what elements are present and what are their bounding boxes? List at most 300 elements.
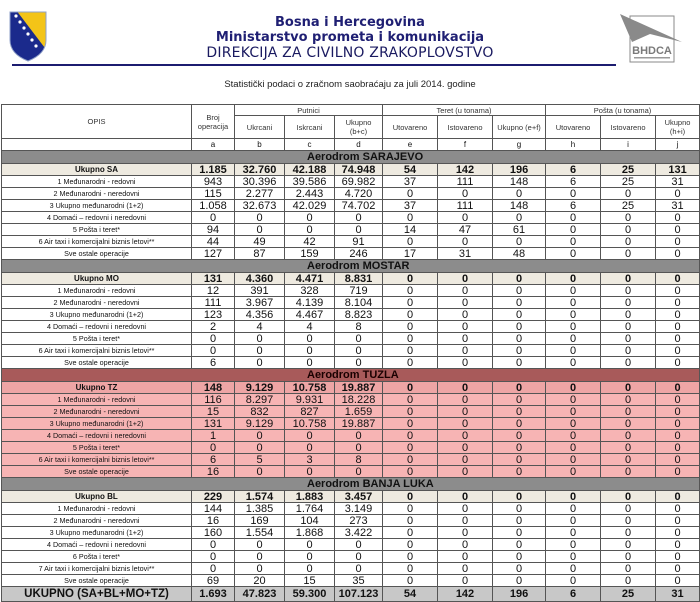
- value-cell: 19.887: [335, 382, 383, 394]
- value-cell: 943: [192, 176, 235, 188]
- bhdca-logo-icon: [620, 12, 682, 64]
- value-cell: 2.443: [285, 188, 335, 200]
- table-row: [2, 345, 700, 357]
- value-cell: 2.277: [235, 188, 285, 200]
- value-cell: 0: [601, 188, 656, 200]
- value-cell: 0: [438, 309, 493, 321]
- value-cell: 0: [546, 539, 601, 551]
- value-cell: 0: [546, 515, 601, 527]
- table-row: [2, 188, 700, 200]
- value-cell: 0: [335, 442, 383, 454]
- value-cell: 0: [383, 503, 438, 515]
- value-cell: 0: [601, 575, 656, 587]
- value-cell: 0: [235, 551, 285, 563]
- value-cell: 15: [192, 406, 235, 418]
- value-cell: 196: [493, 164, 546, 176]
- grand-total-value: 59.300: [285, 587, 335, 602]
- value-cell: 37: [383, 200, 438, 212]
- row-label: Ukupno MO: [2, 273, 192, 285]
- value-cell: 160: [192, 527, 235, 539]
- value-cell: 31: [656, 200, 700, 212]
- value-cell: 1.385: [235, 503, 285, 515]
- value-cell: 0: [438, 527, 493, 539]
- row-label: Ukupno BL: [2, 491, 192, 503]
- row-label: 6 Air taxi i komercijalni biznis letovi**: [2, 236, 192, 248]
- value-cell: 159: [285, 248, 335, 260]
- value-cell: 0: [335, 333, 383, 345]
- value-cell: 0: [192, 345, 235, 357]
- value-cell: 0: [235, 430, 285, 442]
- value-cell: 0: [656, 382, 700, 394]
- value-cell: 273: [335, 515, 383, 527]
- table-row: [2, 466, 700, 478]
- section-header-row: [2, 151, 700, 164]
- value-cell: 0: [383, 575, 438, 587]
- value-cell: 4.139: [285, 297, 335, 309]
- value-cell: 1.185: [192, 164, 235, 176]
- value-cell: 0: [383, 236, 438, 248]
- value-cell: 0: [383, 563, 438, 575]
- value-cell: 0: [656, 563, 700, 575]
- table-row: [2, 515, 700, 527]
- row-label: 1 Međunarodni - redovni: [2, 285, 192, 297]
- value-cell: 8.104: [335, 297, 383, 309]
- value-cell: 0: [383, 309, 438, 321]
- value-cell: 0: [601, 285, 656, 297]
- value-cell: 0: [383, 345, 438, 357]
- value-cell: 0: [601, 345, 656, 357]
- value-cell: 16: [192, 515, 235, 527]
- value-cell: 0: [546, 224, 601, 236]
- value-cell: 69.982: [335, 176, 383, 188]
- section-aerodrom-tuzla: [2, 369, 700, 478]
- value-cell: 0: [656, 345, 700, 357]
- value-cell: 0: [192, 442, 235, 454]
- value-cell: 6: [546, 164, 601, 176]
- value-cell: 0: [285, 345, 335, 357]
- grand-total-value: 47.823: [235, 587, 285, 602]
- section-header-row: [2, 260, 700, 273]
- letter-cell: g: [493, 139, 546, 151]
- value-cell: 0: [656, 430, 700, 442]
- table-row: [2, 212, 700, 224]
- value-cell: 0: [285, 539, 335, 551]
- ministry-name: Ministarstvo prometa i komunikacija: [215, 30, 485, 45]
- value-cell: 0: [383, 273, 438, 285]
- value-cell: 148: [493, 200, 546, 212]
- subtotal-row: [2, 273, 700, 285]
- value-cell: 148: [493, 176, 546, 188]
- grand-total-row: [2, 587, 700, 602]
- letter-cell: e: [383, 139, 438, 151]
- value-cell: 12: [192, 285, 235, 297]
- section-aerodrom-sarajevo: [2, 151, 700, 260]
- value-cell: 0: [546, 285, 601, 297]
- value-cell: 0: [383, 454, 438, 466]
- value-cell: 3.457: [335, 491, 383, 503]
- value-cell: 48: [493, 248, 546, 260]
- value-cell: 0: [285, 333, 335, 345]
- value-cell: 9.129: [235, 418, 285, 430]
- value-cell: 4.471: [285, 273, 335, 285]
- letter-cell: i: [601, 139, 656, 151]
- row-label: Sve ostale operacije: [2, 357, 192, 369]
- value-cell: 0: [546, 442, 601, 454]
- table-row: [2, 454, 700, 466]
- value-cell: 0: [656, 539, 700, 551]
- value-cell: 0: [438, 515, 493, 527]
- value-cell: 0: [546, 357, 601, 369]
- row-label: 3 Ukupno međunarodni (1+2): [2, 309, 192, 321]
- subtotal-row: [2, 382, 700, 394]
- table-row: [2, 539, 700, 551]
- value-cell: 8.831: [335, 273, 383, 285]
- value-cell: 0: [438, 345, 493, 357]
- value-cell: 116: [192, 394, 235, 406]
- value-cell: 0: [493, 236, 546, 248]
- row-label: Sve ostale operacije: [2, 466, 192, 478]
- table-row: [2, 309, 700, 321]
- value-cell: 3.967: [235, 297, 285, 309]
- value-cell: 4.467: [285, 309, 335, 321]
- row-label: 3 Ukupno međunarodni (1+2): [2, 418, 192, 430]
- value-cell: 0: [601, 224, 656, 236]
- row-label: Sve ostale operacije: [2, 575, 192, 587]
- value-cell: 49: [235, 236, 285, 248]
- directorate-name: DIREKCIJA ZA CIVILNO ZRAKOPLOVSTVO: [206, 45, 494, 61]
- grand-total-value: 1.693: [192, 587, 235, 602]
- value-cell: 0: [601, 406, 656, 418]
- value-cell: 9.129: [235, 382, 285, 394]
- row-label: 2 Međunarodni - neredovni: [2, 188, 192, 200]
- country-name: Bosna i Hercegovina: [275, 15, 425, 30]
- value-cell: 0: [438, 442, 493, 454]
- value-cell: 0: [601, 563, 656, 575]
- value-cell: 6: [192, 357, 235, 369]
- value-cell: 14: [383, 224, 438, 236]
- value-cell: 4: [235, 321, 285, 333]
- value-cell: 3.149: [335, 503, 383, 515]
- col-header-istovareno: Istovareno: [438, 116, 493, 139]
- value-cell: 0: [493, 285, 546, 297]
- value-cell: 0: [383, 527, 438, 539]
- value-cell: 0: [438, 551, 493, 563]
- value-cell: 37: [383, 176, 438, 188]
- table-row: [2, 321, 700, 333]
- table-row: [2, 200, 700, 212]
- value-cell: 0: [601, 491, 656, 503]
- grand-total-value: 25: [601, 587, 656, 602]
- section-header-row: [2, 369, 700, 382]
- value-cell: 0: [438, 382, 493, 394]
- value-cell: 0: [235, 357, 285, 369]
- letter-cell: d: [335, 139, 383, 151]
- value-cell: 0: [438, 539, 493, 551]
- value-cell: 47: [438, 224, 493, 236]
- value-cell: 1.554: [235, 527, 285, 539]
- value-cell: 0: [438, 503, 493, 515]
- value-cell: 0: [656, 442, 700, 454]
- value-cell: 42: [285, 236, 335, 248]
- value-cell: 0: [546, 466, 601, 478]
- column-letter-row: [2, 139, 700, 151]
- value-cell: 0: [438, 406, 493, 418]
- letter-cell: h: [546, 139, 601, 151]
- value-cell: 0: [656, 503, 700, 515]
- value-cell: 0: [656, 285, 700, 297]
- value-cell: 0: [493, 539, 546, 551]
- row-label: 1 Međunarodni - redovni: [2, 176, 192, 188]
- value-cell: 0: [601, 454, 656, 466]
- col-header-posta-utovareno: Utovareno: [546, 116, 601, 139]
- table-row: [2, 357, 700, 369]
- value-cell: 0: [235, 224, 285, 236]
- value-cell: 4.356: [235, 309, 285, 321]
- value-cell: 4: [285, 321, 335, 333]
- value-cell: 0: [383, 539, 438, 551]
- value-cell: 10.758: [285, 382, 335, 394]
- value-cell: 1.058: [192, 200, 235, 212]
- value-cell: 0: [235, 539, 285, 551]
- table-row: [2, 418, 700, 430]
- col-group-posta: Pošta (u tonama): [546, 105, 700, 116]
- value-cell: 0: [438, 333, 493, 345]
- value-cell: 0: [493, 563, 546, 575]
- value-cell: 1.883: [285, 491, 335, 503]
- grand-total-label: UKUPNO (SA+BL+MO+TZ): [2, 587, 192, 602]
- value-cell: 0: [335, 466, 383, 478]
- col-group-teret: Teret (u tonama): [383, 105, 546, 116]
- value-cell: 0: [546, 188, 601, 200]
- value-cell: 0: [601, 515, 656, 527]
- col-group-putnici: Putnici: [235, 105, 383, 116]
- value-cell: 0: [601, 527, 656, 539]
- value-cell: 0: [192, 333, 235, 345]
- value-cell: 0: [493, 442, 546, 454]
- value-cell: 0: [438, 357, 493, 369]
- value-cell: 0: [601, 309, 656, 321]
- value-cell: 0: [383, 321, 438, 333]
- value-cell: 6: [546, 176, 601, 188]
- value-cell: 0: [192, 551, 235, 563]
- value-cell: 0: [493, 406, 546, 418]
- row-label: 5 Pošta i teret*: [2, 442, 192, 454]
- value-cell: 0: [493, 188, 546, 200]
- value-cell: 0: [335, 563, 383, 575]
- value-cell: 832: [235, 406, 285, 418]
- value-cell: 0: [656, 527, 700, 539]
- value-cell: 0: [235, 563, 285, 575]
- value-cell: 0: [235, 466, 285, 478]
- table-row: [2, 503, 700, 515]
- value-cell: 111: [192, 297, 235, 309]
- table-row: [2, 551, 700, 563]
- value-cell: 0: [601, 539, 656, 551]
- value-cell: 0: [656, 309, 700, 321]
- value-cell: 148: [192, 382, 235, 394]
- col-header-utovareno: Utovareno: [383, 116, 438, 139]
- section-title: Aerodrom MOSTAR: [307, 260, 410, 272]
- value-cell: 391: [235, 285, 285, 297]
- value-cell: 31: [656, 176, 700, 188]
- value-cell: 8: [335, 321, 383, 333]
- value-cell: 69: [192, 575, 235, 587]
- value-cell: 0: [383, 430, 438, 442]
- value-cell: 9.931: [285, 394, 335, 406]
- value-cell: 0: [493, 321, 546, 333]
- value-cell: 0: [438, 454, 493, 466]
- value-cell: 0: [601, 418, 656, 430]
- value-cell: 0: [546, 551, 601, 563]
- value-cell: 5: [235, 454, 285, 466]
- value-cell: 115: [192, 188, 235, 200]
- page-header: [0, 0, 700, 90]
- value-cell: 0: [383, 212, 438, 224]
- value-cell: 6: [192, 454, 235, 466]
- value-cell: 104: [285, 515, 335, 527]
- table-row: [2, 563, 700, 575]
- value-cell: 131: [192, 273, 235, 285]
- row-label: 5 Pošta i teret*: [2, 224, 192, 236]
- value-cell: 0: [285, 212, 335, 224]
- value-cell: 0: [546, 297, 601, 309]
- table-row: [2, 406, 700, 418]
- value-cell: 0: [438, 394, 493, 406]
- value-cell: 0: [601, 321, 656, 333]
- letter-cell: b: [235, 139, 285, 151]
- value-cell: 4.720: [335, 188, 383, 200]
- value-cell: 328: [285, 285, 335, 297]
- value-cell: 0: [601, 551, 656, 563]
- value-cell: 0: [656, 321, 700, 333]
- value-cell: 0: [493, 527, 546, 539]
- value-cell: 0: [383, 382, 438, 394]
- value-cell: 0: [656, 575, 700, 587]
- col-header-ukupno-hi: Ukupno (h+i): [656, 116, 700, 139]
- value-cell: 0: [656, 491, 700, 503]
- section-aerodrom-banja-luka: [2, 478, 700, 587]
- value-cell: 0: [601, 466, 656, 478]
- value-cell: 0: [546, 212, 601, 224]
- row-label: 2 Međunarodni - neredovni: [2, 406, 192, 418]
- value-cell: 0: [546, 418, 601, 430]
- table-row: [2, 285, 700, 297]
- value-cell: 0: [656, 551, 700, 563]
- section-header-row: [2, 478, 700, 491]
- value-cell: 0: [285, 563, 335, 575]
- value-cell: 44: [192, 236, 235, 248]
- table-row: [2, 527, 700, 539]
- value-cell: 0: [383, 442, 438, 454]
- value-cell: 10.758: [285, 418, 335, 430]
- grand-total-value: 54: [383, 587, 438, 602]
- section-header-cell: [2, 478, 700, 491]
- value-cell: 0: [192, 539, 235, 551]
- value-cell: 0: [601, 503, 656, 515]
- value-cell: 123: [192, 309, 235, 321]
- value-cell: 0: [192, 212, 235, 224]
- letter-cell: j: [656, 139, 700, 151]
- section-aerodrom-mostar: [2, 260, 700, 369]
- value-cell: 0: [438, 466, 493, 478]
- value-cell: 0: [656, 297, 700, 309]
- value-cell: 0: [383, 406, 438, 418]
- section-title: Aerodrom SARAJEVO: [307, 151, 424, 163]
- value-cell: 0: [656, 188, 700, 200]
- value-cell: 0: [493, 466, 546, 478]
- value-cell: 0: [383, 394, 438, 406]
- value-cell: 0: [493, 491, 546, 503]
- value-cell: 169: [235, 515, 285, 527]
- col-header-iskrcani: Iskrcani: [285, 116, 335, 139]
- row-label: Ukupno TZ: [2, 382, 192, 394]
- value-cell: 1.868: [285, 527, 335, 539]
- value-cell: 0: [383, 515, 438, 527]
- row-label: 5 Pošta i teret*: [2, 333, 192, 345]
- row-label: 4 Domaći – redovni i neredovni: [2, 430, 192, 442]
- value-cell: 0: [601, 273, 656, 285]
- value-cell: 0: [438, 285, 493, 297]
- value-cell: 0: [601, 248, 656, 260]
- value-cell: 39.586: [285, 176, 335, 188]
- value-cell: 35: [335, 575, 383, 587]
- value-cell: 1.659: [335, 406, 383, 418]
- col-header-ukupno-bc: Ukupno (b+c): [335, 116, 383, 139]
- value-cell: 19.887: [335, 418, 383, 430]
- value-cell: 0: [235, 442, 285, 454]
- value-cell: 0: [383, 491, 438, 503]
- value-cell: 8: [335, 454, 383, 466]
- value-cell: 0: [493, 382, 546, 394]
- value-cell: 0: [235, 345, 285, 357]
- value-cell: 0: [438, 297, 493, 309]
- value-cell: 74.948: [335, 164, 383, 176]
- value-cell: 0: [546, 406, 601, 418]
- value-cell: 0: [493, 297, 546, 309]
- row-label: Sve ostale operacije: [2, 248, 192, 260]
- value-cell: 0: [438, 236, 493, 248]
- value-cell: 111: [438, 200, 493, 212]
- value-cell: 8.297: [235, 394, 285, 406]
- table-row: [2, 297, 700, 309]
- value-cell: 0: [383, 188, 438, 200]
- value-cell: 87: [235, 248, 285, 260]
- value-cell: 15: [285, 575, 335, 587]
- value-cell: 42.029: [285, 200, 335, 212]
- value-cell: 0: [285, 551, 335, 563]
- value-cell: 0: [493, 212, 546, 224]
- value-cell: 0: [383, 285, 438, 297]
- value-cell: 0: [656, 224, 700, 236]
- row-label: Ukupno SA: [2, 164, 192, 176]
- value-cell: 3.422: [335, 527, 383, 539]
- value-cell: 1.574: [235, 491, 285, 503]
- value-cell: 0: [438, 491, 493, 503]
- value-cell: 0: [335, 345, 383, 357]
- grand-total-value: 196: [493, 587, 546, 602]
- value-cell: 0: [335, 357, 383, 369]
- value-cell: 0: [438, 418, 493, 430]
- value-cell: 0: [656, 394, 700, 406]
- row-label: 6 Air taxi i komercijalni biznis letovi**: [2, 345, 192, 357]
- section-header-cell: [2, 369, 700, 382]
- value-cell: 20: [235, 575, 285, 587]
- value-cell: 0: [546, 575, 601, 587]
- value-cell: 0: [285, 224, 335, 236]
- row-label: 6 Pošta i teret*: [2, 551, 192, 563]
- table-row: [2, 394, 700, 406]
- value-cell: 0: [335, 539, 383, 551]
